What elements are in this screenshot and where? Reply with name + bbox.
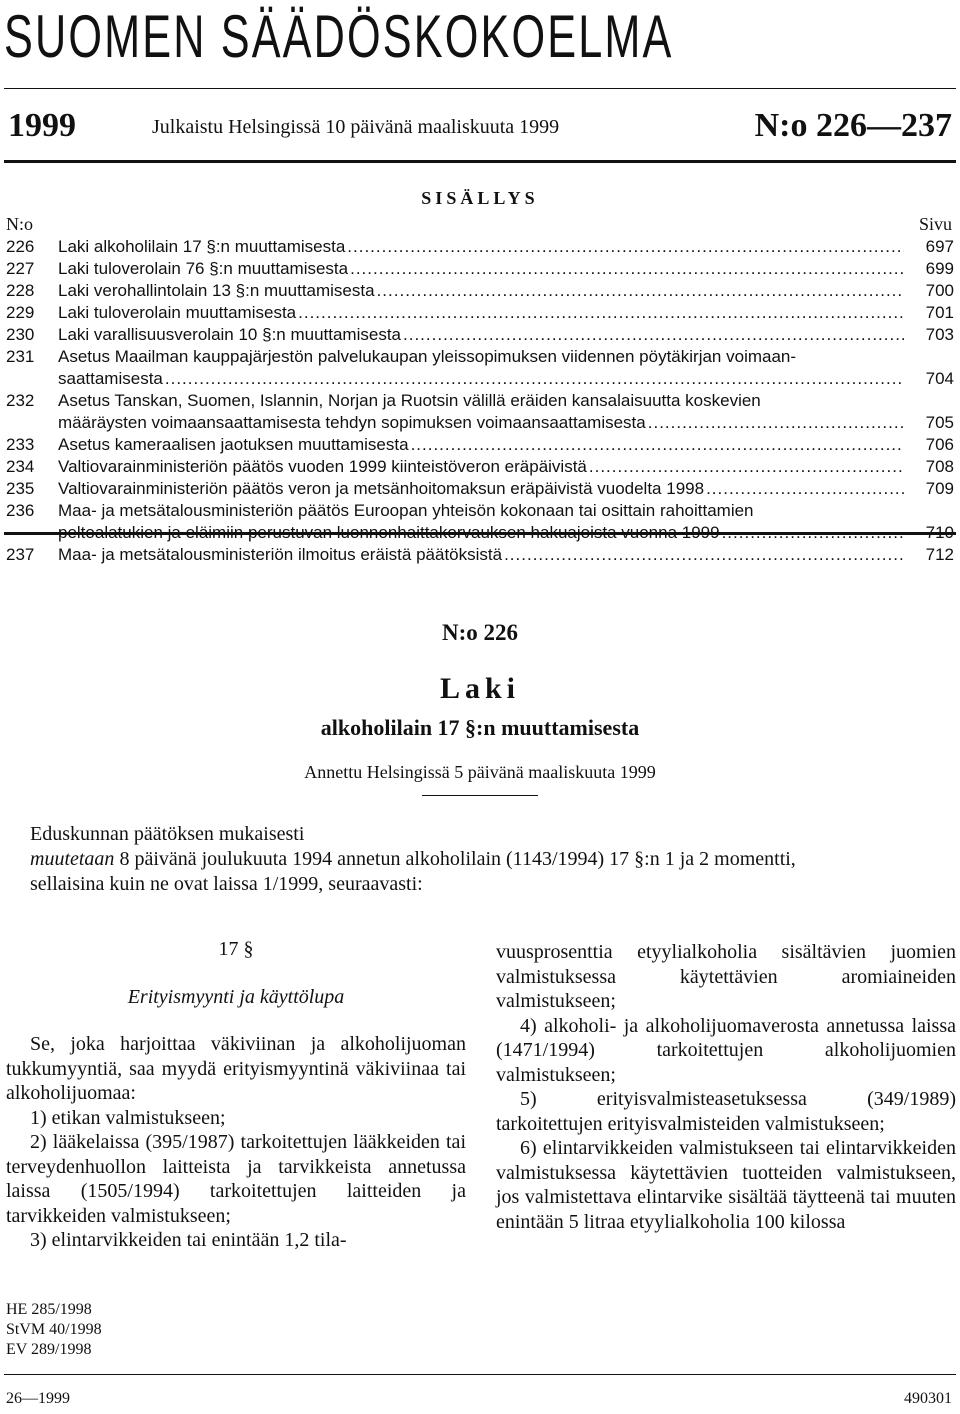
reference-item: EV 289/1998 — [6, 1341, 92, 1358]
table-of-contents — [6, 236, 954, 566]
toc-entry — [6, 478, 954, 500]
toc-leader — [411, 434, 904, 456]
toc-leader — [298, 302, 904, 324]
toc-entry-page: 710 — [925, 523, 954, 542]
toc-leader — [347, 236, 904, 258]
toc-entry-number: 237 — [6, 545, 35, 564]
preamble-line-2 — [6, 847, 954, 872]
toc-entry-number: 235 — [6, 479, 35, 498]
toc-leader — [589, 456, 904, 478]
preamble-line-3: sellaisina kuin ne ovat laissa 1/1999, seuraavasti: — [30, 873, 423, 895]
toc-entry-title-cont: peltoalatukien ja eläimiin perustuvan luonnonhaittakorvauksen hakuajoista vuonna 1999 — [58, 523, 720, 542]
toc-entry-title: Laki alkoholilain 17 §:n muuttamisesta — [58, 237, 346, 256]
toc-entry — [6, 500, 954, 544]
toc-divider — [4, 532, 956, 535]
toc-entry-number: 227 — [6, 259, 35, 278]
reference-item: StVM 40/1998 — [6, 1321, 102, 1338]
toc-entry-number: 230 — [6, 325, 35, 344]
toc-entry-page: 706 — [925, 435, 954, 454]
toc-entry-page: 708 — [925, 457, 954, 476]
toc-entry-title: Asetus Tanskan, Suomen, Islannin, Norjan ja Ruotsin välillä eräiden kansalaisuutta koskevien — [58, 391, 761, 410]
toc-entry — [6, 258, 954, 280]
section-number: 17 § — [218, 938, 254, 960]
act-date: Annettu Helsingissä 5 päivänä maaliskuuta 1999 — [304, 762, 656, 782]
toc-entry-number: 226 — [6, 237, 35, 256]
toc-entry — [6, 434, 954, 456]
toc-leader — [165, 368, 904, 390]
footer-print-code: 490301 — [904, 1390, 952, 1407]
paragraph: 1) etikan valmistukseen; — [30, 1106, 226, 1129]
toc-entry — [6, 456, 954, 478]
paragraph: 2) lääkelaissa (395/1987) tarkoitettujen lääkkeiden tai terveydenhuollon laitteista ja tarvikkeista annetussa laissa (1505/1994) tarkoitettujen laitteiden ja tarvikkeiden valmistukseen; — [6, 1131, 466, 1227]
publication-masthead: SUOMEN SÄÄDÖSKOKOELMA — [4, 3, 674, 70]
toc-entry-page: 712 — [925, 545, 954, 564]
footer-issue-code: 26—1999 — [6, 1390, 70, 1407]
act-title: alkoholilain 17 §:n muuttamisesta — [320, 715, 640, 740]
toc-entry-number: 233 — [6, 435, 35, 454]
toc-entry-title: Valtiovarainministeriön päätös vuoden 1999 kiinteistöveron eräpäivistä — [58, 457, 587, 476]
publication-date: Julkaistu Helsingissä 10 päivänä maaliskuuta 1999 — [152, 116, 560, 138]
toc-entry — [6, 346, 954, 390]
left-column-text — [6, 1032, 466, 1253]
toc-entry-title: Valtiovarainministeriön päätös veron ja metsänhoitomaksun eräpäivistä vuodelta 1998 — [58, 479, 705, 498]
masthead-divider — [4, 88, 956, 89]
paragraph: 6) elintarvikkeiden valmistukseen tai elintarvikkeiden valmistuksessa käytettävien tuotteiden valmistukseen, jos valmistettava elintarvike sisältää täytteenä tai muuten enintään 5 litraa etyylialkoholia 100 kilossa — [496, 1137, 956, 1233]
toc-entry-number: 234 — [6, 457, 35, 476]
issue-numbers: N:o 226—237 — [754, 107, 952, 144]
publication-year: 1999 — [8, 107, 76, 144]
toc-entry-title: Laki varallisuusverolain 10 §:n muuttamisesta — [58, 325, 402, 344]
toc-entry-title: Asetus kameraalisen jaotuksen muuttamisesta — [58, 435, 409, 454]
toc-entry-title: Laki tuloverolain 76 §:n muuttamisesta — [58, 259, 349, 278]
toc-column-page: Sivu — [918, 214, 952, 234]
toc-entry-number: 232 — [6, 391, 35, 410]
toc-entry — [6, 544, 954, 566]
toc-entry — [6, 236, 954, 258]
reference-item: HE 285/1998 — [6, 1301, 92, 1318]
toc-entry-number: 231 — [6, 347, 35, 366]
preamble-line-1: Eduskunnan päätöksen mukaisesti — [30, 823, 305, 845]
toc-entry-number: 228 — [6, 281, 35, 300]
toc-leader — [350, 258, 904, 280]
toc-entry-page: 709 — [925, 479, 954, 498]
paragraph: 3) elintarvikkeiden tai enintään 1,2 tila- — [30, 1229, 347, 1251]
toc-leader — [648, 412, 904, 434]
act-preamble — [6, 822, 954, 897]
toc-entry-page: 699 — [925, 259, 954, 278]
toc-leader — [403, 324, 904, 346]
right-column-text — [496, 940, 956, 1234]
toc-heading: SISÄLLYS — [421, 188, 539, 208]
toc-entry-title-cont: saattamisesta — [58, 369, 163, 388]
toc-entry-title: Maa- ja metsätalousministeriön ilmoitus eräistä päätöksistä — [58, 545, 503, 564]
toc-entry-title: Laki tuloverolain muuttamisesta — [58, 303, 297, 322]
toc-entry — [6, 324, 954, 346]
toc-entry-page: 704 — [925, 369, 954, 388]
toc-column-number: N:o — [6, 214, 33, 234]
paragraph: vuusprosenttia etyylialkoholia sisältävien juomien valmistuksessa käytettävien aromiaineiden valmistukseen; — [496, 941, 956, 1012]
toc-entry-number: 236 — [6, 501, 35, 520]
preamble-verb: muutetaan — [30, 848, 115, 870]
toc-leader — [377, 280, 904, 302]
act-type: Laki — [439, 672, 521, 705]
section-title: Erityismyynti ja käyttölupa — [127, 986, 345, 1008]
paragraph: 4) alkoholi- ja alkoholijuomaverosta annetussa laissa (1471/1994) tarkoitettujen alkoholijuomien valmistukseen; — [496, 1014, 956, 1086]
toc-entry — [6, 302, 954, 324]
header-divider — [4, 160, 956, 163]
toc-entry — [6, 280, 954, 302]
toc-entry-number: 229 — [6, 303, 35, 322]
legislative-references — [6, 1300, 102, 1360]
toc-entry-page: 697 — [925, 237, 954, 256]
toc-entry-title: Laki verohallintolain 13 §:n muuttamisesta — [58, 281, 375, 300]
act-number: N:o 226 — [441, 620, 519, 645]
paragraph: 5) erityisvalmisteasetuksessa (349/1989) tarkoitettujen erityisvalmisteiden valmistukseen; — [496, 1088, 956, 1135]
toc-leader — [706, 478, 904, 500]
toc-entry-title: Maa- ja metsätalousministeriön päätös Euroopan yhteisön kokonaan tai osittain rahoittamien — [58, 501, 754, 520]
toc-entry-page: 705 — [925, 413, 954, 432]
toc-entry-page: 700 — [925, 281, 954, 300]
title-divider — [422, 795, 538, 796]
preamble-text: 8 päivänä joulukuuta 1994 annetun alkoholilain (1143/1994) 17 §:n 1 ja 2 momentti, — [114, 848, 796, 870]
toc-entry-page: 703 — [925, 325, 954, 344]
paragraph: Se, joka harjoittaa väkiviinan ja alkoholijuoman tukkumyyntiä, saa myydä erityismyyntinä väkiviinaa tai alkoholijuomaa: — [6, 1033, 466, 1104]
toc-leader — [504, 544, 904, 566]
toc-entry-title-cont: määräysten voimaansaattamisesta tehdyn sopimuksen voimaansaattamisesta — [58, 413, 646, 432]
toc-entry — [6, 390, 954, 434]
footer-divider — [4, 1374, 956, 1375]
toc-entry-title: Asetus Maailman kauppajärjestön palvelukaupan yleissopimuksen viidennen pöytäkirjan voimaan- — [58, 347, 797, 366]
toc-entry-page: 701 — [925, 303, 954, 322]
